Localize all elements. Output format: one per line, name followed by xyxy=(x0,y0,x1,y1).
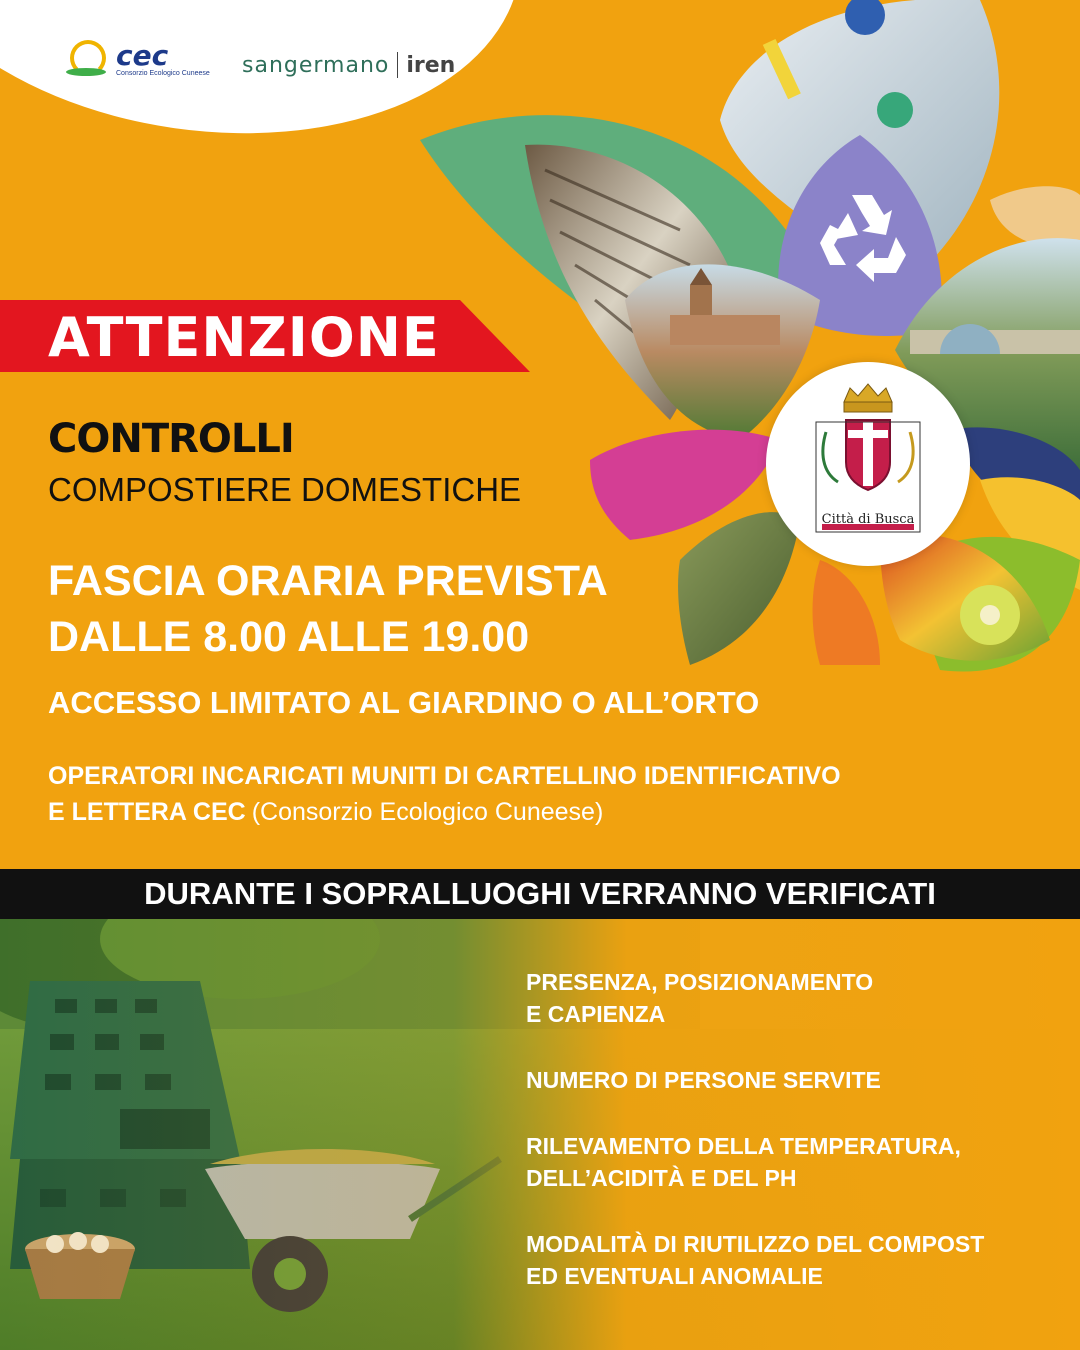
cec-sun-icon xyxy=(66,38,108,80)
city-emblem xyxy=(766,362,970,566)
operators-paren: (Consorzio Ecologico Cuneese) xyxy=(251,798,604,826)
check-item xyxy=(526,966,1046,1030)
check-item xyxy=(526,1228,1046,1292)
schedule-label: FASCIA ORARIA PREVISTA xyxy=(48,557,608,605)
cec-logo xyxy=(66,38,210,80)
check-item-line: ED EVENTUALI ANOMALIE xyxy=(526,1263,823,1289)
check-item-line: DELL’ACIDITÀ E DEL PH xyxy=(526,1165,797,1191)
cec-logo-word: cec xyxy=(116,38,169,72)
operators-line2: E LETTERA CEC xyxy=(48,798,246,826)
cec-logo-subtitle: Consorzio Ecologico Cuneese xyxy=(116,69,210,77)
heading-title: CONTROLLI xyxy=(48,416,294,462)
access-note: ACCESSO LIMITATO AL GIARDINO O ALL’ORTO xyxy=(48,685,760,720)
check-item xyxy=(526,1064,1046,1096)
schedule-block xyxy=(48,553,608,665)
check-item-line: MODALITÀ DI RIUTILIZZO DEL COMPOST xyxy=(526,1231,985,1257)
schedule-hours: DALLE 8.00 ALLE 19.00 xyxy=(48,613,530,661)
iren-logo: iren xyxy=(406,52,456,78)
coat-of-arms-icon xyxy=(766,362,970,566)
warning-title: ATTENZIONE xyxy=(48,306,440,369)
orange-petal xyxy=(813,560,881,665)
check-item-line: PRESENZA, POSIZIONAMENTO xyxy=(526,969,874,995)
operators-note xyxy=(48,758,841,830)
checks-list xyxy=(526,966,1046,1326)
check-item xyxy=(526,1130,1046,1194)
sangermano-logo: sangermano xyxy=(242,52,390,78)
checks-header: DURANTE I SOPRALLUOGHI VERRANNO VERIFICATI xyxy=(144,876,936,911)
checks-header-bar xyxy=(0,869,1080,919)
check-item-line: NUMERO DI PERSONE SERVITE xyxy=(526,1067,881,1093)
operators-line1: OPERATORI INCARICATI MUNITI DI CARTELLINO IDENTIFICATIVO xyxy=(48,762,841,790)
heading-subtitle: COMPOSTIERE DOMESTICHE xyxy=(48,471,522,508)
city-name: Città di Busca xyxy=(821,512,915,527)
check-item-line: E CAPIENZA xyxy=(526,1001,666,1027)
check-item-line: RILEVAMENTO DELLA TEMPERATURA, xyxy=(526,1133,961,1159)
